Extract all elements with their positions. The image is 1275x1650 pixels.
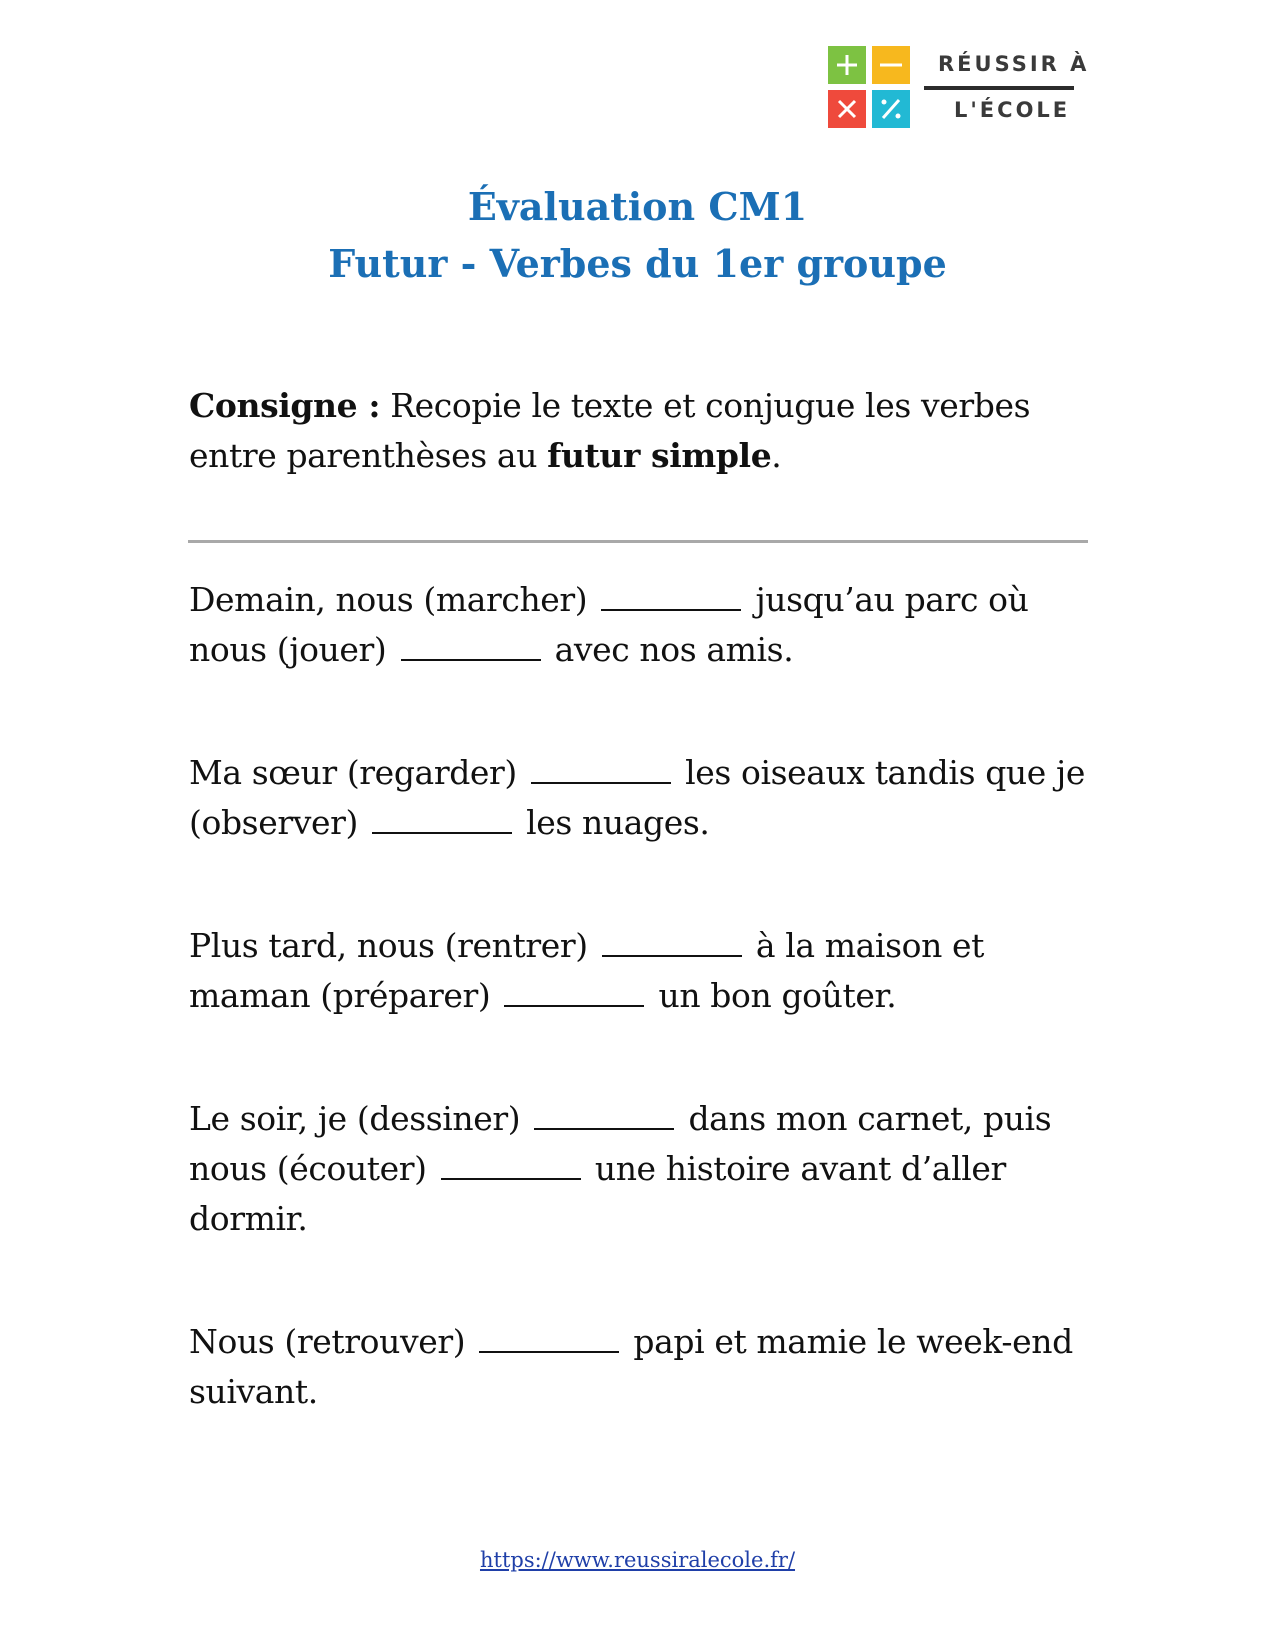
answer-blank[interactable] xyxy=(504,979,644,1007)
sentence-text: papi et mamie le week-end suivant. xyxy=(189,1322,1073,1411)
page-title: Évaluation CM1 xyxy=(467,184,808,229)
answer-blank[interactable] xyxy=(479,1325,619,1353)
sentence-text: les oiseaux tandis que je (observer) xyxy=(189,753,1085,842)
section-divider xyxy=(188,540,1088,543)
logo-line-1: RÉUSSIR À xyxy=(938,52,1090,76)
brand-logo xyxy=(828,46,1090,130)
page-title-block xyxy=(0,178,1275,292)
answer-blank[interactable] xyxy=(602,929,742,957)
sentence-text: Ma sœur (regarder) xyxy=(189,753,527,792)
sentence-text: les nuages. xyxy=(516,803,710,842)
footer xyxy=(0,1548,1275,1572)
instruction-label: Consigne : xyxy=(189,386,381,425)
exercise-sentence xyxy=(189,1094,1089,1244)
exercise-sentence xyxy=(189,575,1089,675)
sentence-text: un bon goûter. xyxy=(648,976,897,1015)
instruction-end: . xyxy=(771,436,782,475)
logo-line-2: L'ÉCOLE xyxy=(954,98,1071,122)
sentence-text: dans mon carnet, puis nous (écouter) xyxy=(189,1099,1052,1188)
instruction-emphasis: futur simple xyxy=(547,436,772,475)
answer-blank[interactable] xyxy=(401,633,541,661)
answer-blank[interactable] xyxy=(534,1102,674,1130)
plus-icon xyxy=(828,46,866,84)
sentence-text: une histoire avant d’aller dormir. xyxy=(189,1149,1006,1238)
answer-blank[interactable] xyxy=(441,1152,581,1180)
answer-blank[interactable] xyxy=(601,583,741,611)
sentence-text: Le soir, je (dessiner) xyxy=(189,1099,531,1138)
times-icon xyxy=(828,90,866,128)
percent-icon xyxy=(872,90,910,128)
sentence-text: jusqu’au parc où nous (jouer) xyxy=(189,580,1029,669)
sentence-text: Nous (retrouver) xyxy=(189,1322,476,1361)
sentence-text: avec nos amis. xyxy=(544,630,794,669)
exercise-sentence xyxy=(189,748,1089,848)
answer-blank[interactable] xyxy=(531,756,671,784)
sentence-text: à la maison et maman (préparer) xyxy=(189,926,985,1015)
sentence-text: Plus tard, nous (rentrer) xyxy=(189,926,598,965)
sentence-text: Demain, nous (marcher) xyxy=(189,580,598,619)
logo-icon-grid xyxy=(828,46,912,130)
exercise-sentence xyxy=(189,921,1089,1021)
page-subtitle: Futur - Verbes du 1er groupe xyxy=(328,241,947,286)
logo-wordmark xyxy=(924,46,1090,130)
logo-divider xyxy=(924,86,1074,90)
footer-link[interactable]: https://www.reussiralecole.fr/ xyxy=(479,1548,796,1572)
instruction xyxy=(189,381,1089,481)
instruction-text: Recopie le texte et conjugue les verbes entre parenthèses au xyxy=(189,386,1031,475)
exercise-sentence xyxy=(189,1317,1089,1417)
answer-blank[interactable] xyxy=(372,806,512,834)
minus-icon xyxy=(872,46,910,84)
